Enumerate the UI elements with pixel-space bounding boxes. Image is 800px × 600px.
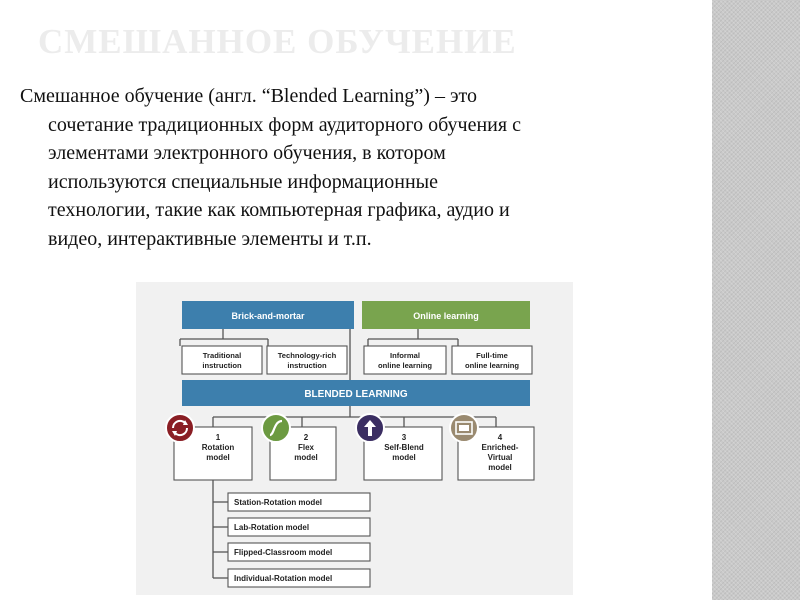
decorative-side-band [712, 0, 800, 600]
model-2-line2: model [294, 453, 318, 462]
body-line: сочетание традиционных форм аудиторного обучения с [48, 113, 521, 136]
brick-and-mortar-label: Brick-and-mortar [231, 311, 305, 321]
model-3-line2: model [392, 453, 416, 462]
flipped-classroom-model-label: Flipped-Classroom model [234, 548, 333, 557]
enriched-virtual-icon [450, 414, 478, 442]
self-blend-icon [356, 414, 384, 442]
techrich-label-line1: Technology-rich [277, 351, 337, 360]
informal-label-line1: Informal [390, 351, 420, 360]
flex-icon [262, 414, 290, 442]
model-2-line1: Flex [297, 443, 315, 452]
model-4-line2: Virtual [487, 453, 513, 462]
station-rotation-model-label: Station-Rotation model [234, 498, 322, 507]
rotation-icon [166, 414, 194, 442]
informal-label-line2: online learning [377, 361, 433, 370]
model-2-number: 2 [303, 433, 309, 442]
model-4-line3: model [488, 463, 512, 472]
fulltime-label-line2: online learning [464, 361, 520, 370]
model-1-line2: model [206, 453, 230, 462]
body-line: Смешанное обучение (англ. “Blended Learning”) – это [20, 85, 478, 107]
body-line: используются специальные информационные [48, 170, 438, 193]
traditional-label-line2: instruction [202, 361, 242, 370]
online-learning-label: Online learning [413, 311, 479, 321]
techrich-label-line2: instruction [287, 361, 327, 370]
model-3-line1: Self-Blend [384, 443, 424, 452]
blended-learning-diagram [136, 282, 573, 595]
slide-body-text [20, 82, 700, 253]
model-4-number: 4 [497, 433, 503, 442]
traditional-label-line1: Traditional [202, 351, 242, 360]
model-1-number: 1 [215, 433, 221, 442]
individual-rotation-model-label: Individual-Rotation model [234, 574, 333, 583]
model-1-line1: Rotation [201, 443, 235, 452]
fulltime-label-line1: Full-time [476, 351, 508, 360]
body-line: элементами электронного обучения, в котором [48, 142, 446, 164]
blended-learning-label: BLENDED LEARNING [304, 389, 408, 400]
model-3-number: 3 [401, 433, 407, 442]
body-line: видео, интерактивные элементы и т.п. [48, 227, 372, 250]
lab-rotation-model-label: Lab-Rotation model [234, 523, 310, 532]
diagram-canvas [136, 282, 573, 595]
model-4-line1: Enriched- [481, 443, 519, 452]
body-line: технологии, такие как компьютерная графика, аудио и [48, 199, 510, 221]
slide-title: СМЕШАННОЕ ОБУЧЕНИЕ [38, 22, 517, 61]
